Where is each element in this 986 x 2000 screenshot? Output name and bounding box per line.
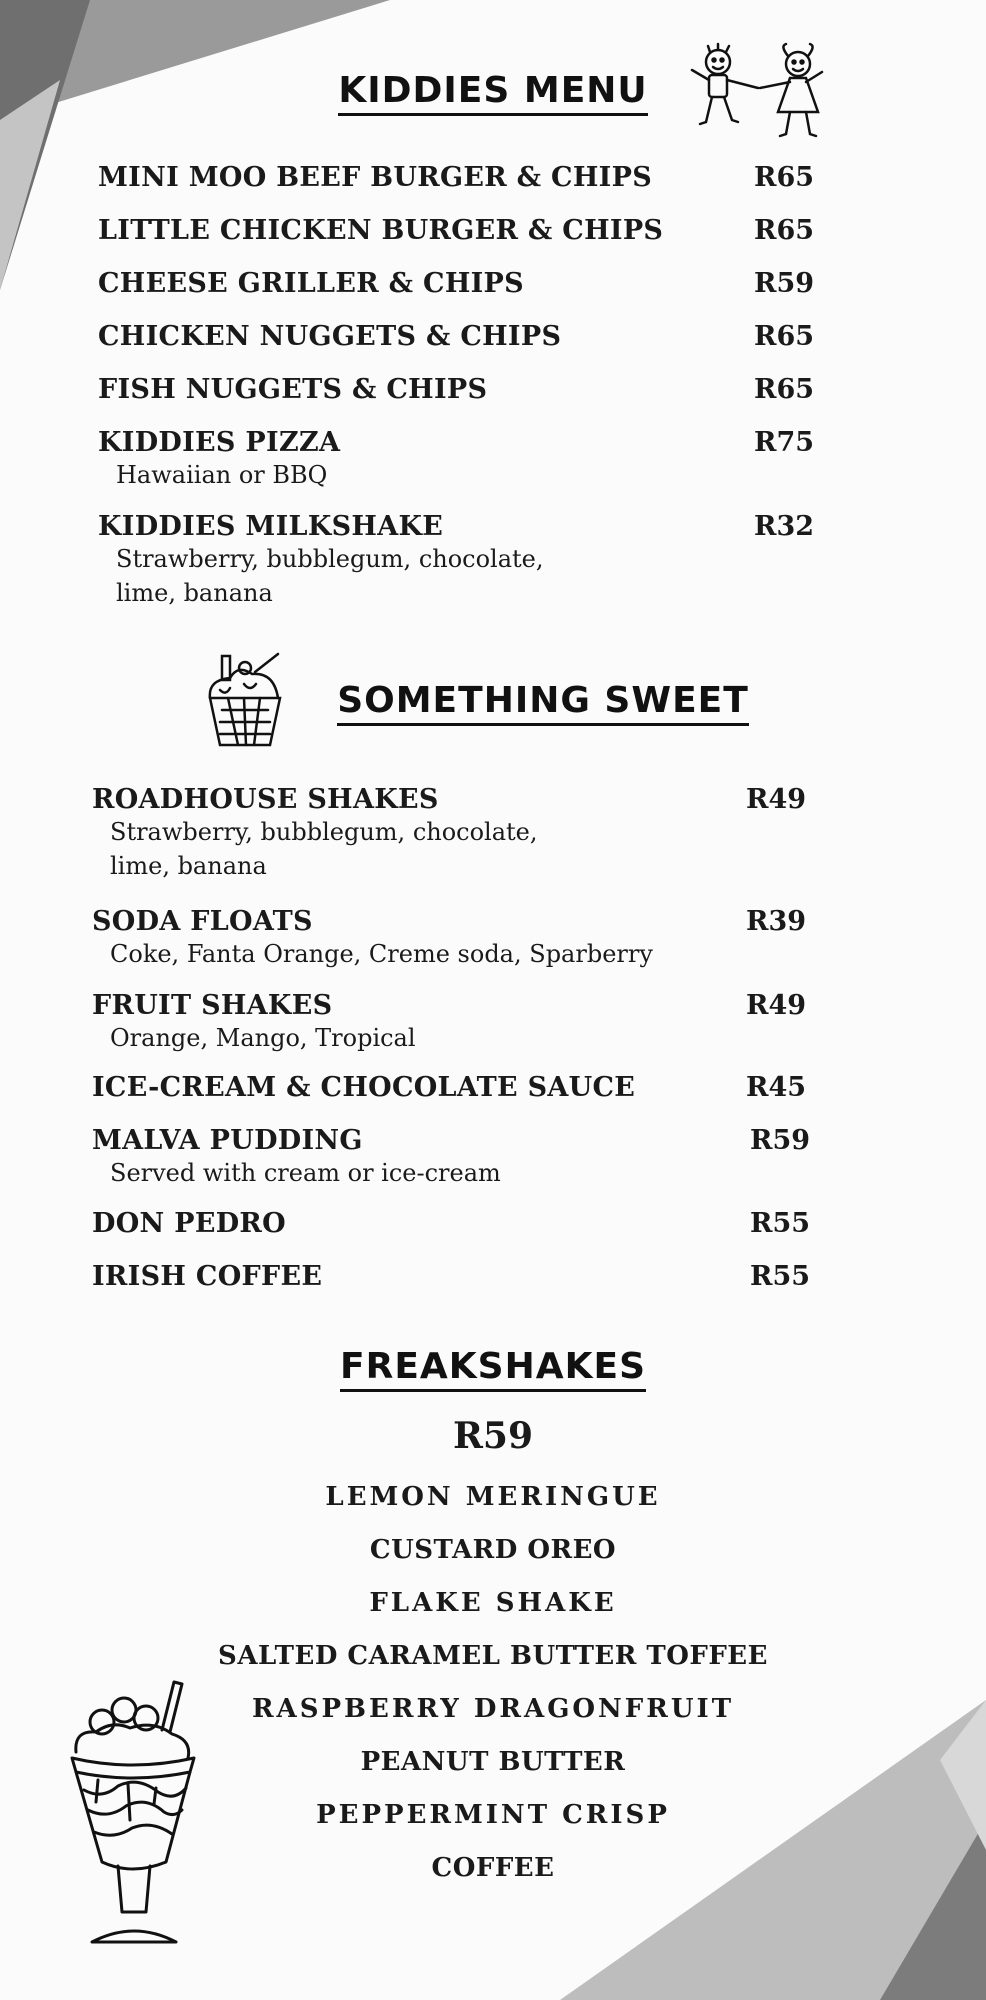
item-price: R49 <box>746 784 807 815</box>
item-name: FRUIT SHAKES <box>92 990 333 1021</box>
freakshake-item: COFFEE <box>431 1853 555 1883</box>
freakshake-item: LEMON MERINGUE <box>325 1482 661 1512</box>
item-price: R59 <box>750 1125 811 1156</box>
item-description: Served with cream or ice-cream <box>110 1159 501 1187</box>
item-price: R65 <box>754 321 815 352</box>
kids-holding-hands-icon <box>680 42 840 142</box>
item-name: FISH NUGGETS & CHIPS <box>98 374 488 405</box>
menu-item <box>92 1208 286 1239</box>
item-name: MALVA PUDDING <box>92 1125 363 1156</box>
milkshake-glass-icon <box>62 1680 212 1950</box>
item-name: LITTLE CHICKEN BURGER & CHIPS <box>98 215 664 246</box>
freakshake-item: FLAKE SHAKE <box>369 1588 617 1618</box>
item-name: CHICKEN NUGGETS & CHIPS <box>98 321 562 352</box>
item-name: SODA FLOATS <box>92 906 313 937</box>
menu-item <box>98 321 561 352</box>
item-name: KIDDIES PIZZA <box>98 427 341 458</box>
menu-item <box>98 268 524 299</box>
item-price: R65 <box>754 162 815 193</box>
item-price: R45 <box>746 1072 807 1103</box>
item-name: IRISH COFFEE <box>92 1261 323 1292</box>
item-name: ROADHOUSE SHAKES <box>92 784 439 815</box>
item-description: Hawaiian or BBQ <box>116 461 328 489</box>
menu-item <box>98 162 652 193</box>
freakshake-item: CUSTARD OREO <box>369 1535 617 1565</box>
item-price: R39 <box>746 906 807 937</box>
item-price: R65 <box>754 215 815 246</box>
menu-item <box>98 215 663 246</box>
menu-item <box>92 1261 322 1292</box>
item-price: R59 <box>754 268 815 299</box>
item-description: Orange, Mango, Tropical <box>110 1024 416 1052</box>
freakshake-item: PEANUT BUTTER <box>360 1747 626 1777</box>
menu-item <box>98 427 676 492</box>
item-description: Strawberry, bubblegum, chocolate, lime, banana <box>110 818 538 880</box>
item-name: MINI MOO BEEF BURGER & CHIPS <box>98 162 652 193</box>
freakshakes-title: FREAKSHAKES <box>0 1346 986 1387</box>
menu-item <box>92 906 730 971</box>
item-description: Coke, Fanta Orange, Creme soda, Sparberry <box>110 940 653 968</box>
freakshake-item: PEPPERMINT CRISP <box>316 1800 670 1830</box>
item-price: R55 <box>750 1261 811 1292</box>
item-description: Strawberry, bubblegum, chocolate, lime, banana <box>116 545 544 607</box>
freakshake-item: RASPBERRY DRAGONFRUIT <box>251 1694 735 1724</box>
item-name: DON PEDRO <box>92 1208 286 1239</box>
item-price: R49 <box>746 990 807 1021</box>
item-name: KIDDIES MILKSHAKE <box>98 511 444 542</box>
menu-item <box>92 784 560 883</box>
menu-item <box>98 374 487 405</box>
menu-item <box>92 1125 670 1190</box>
something-sweet-title: SOMETHING SWEET <box>50 680 986 721</box>
menu-item <box>92 990 670 1055</box>
item-price: R55 <box>750 1208 811 1239</box>
freakshakes-price: R59 <box>452 1415 533 1457</box>
menu-item <box>92 1072 635 1103</box>
menu-item <box>98 511 566 610</box>
freakshake-item: SALTED CARAMEL BUTTER TOFFEE <box>218 1641 768 1671</box>
item-price: R32 <box>754 511 815 542</box>
item-name: CHEESE GRILLER & CHIPS <box>98 268 524 299</box>
item-name: ICE-CREAM & CHOCOLATE SAUCE <box>92 1072 636 1103</box>
item-price: R75 <box>754 427 815 458</box>
kiddies-menu-title: KIDDIES MENU <box>0 70 986 111</box>
item-price: R65 <box>754 374 815 405</box>
